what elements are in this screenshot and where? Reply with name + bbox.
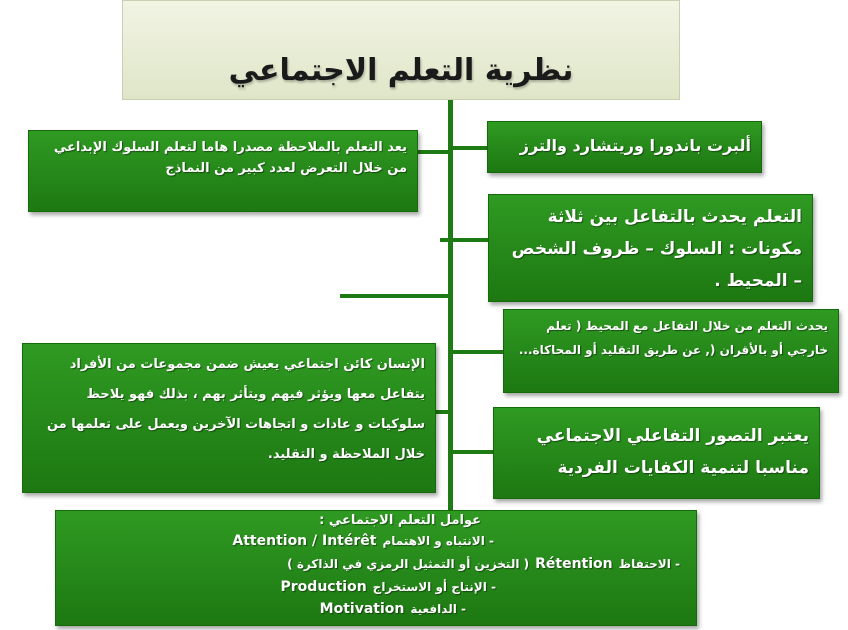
connector-right-2 [440, 238, 488, 242]
factors-heading: عوامل التعلم الاجتماعي : [319, 513, 481, 528]
factor-item-production [275, 579, 496, 595]
left-box-observation [28, 130, 418, 212]
factor-retention-en: Rétention [535, 556, 613, 572]
factor-item-motivation [314, 601, 466, 617]
factor-retention-detail: ( التخزين أو التمثيل الرمزي في الذاكرة ) [287, 557, 530, 571]
right-box-environment-text: يحدث التعلم من خلال التفاعل مع المحيط ( تعلم خارجي أو بالأقران (, عن طريق التقليد أو المحاكاة... [518, 319, 828, 357]
connector-left-2 [436, 410, 452, 414]
factor-item-retention [287, 556, 680, 572]
right-box-environment [503, 309, 839, 393]
factors-box [55, 510, 697, 626]
title-box [122, 0, 680, 100]
diagram-title: نظرية التعلم الاجتماعي [228, 53, 574, 88]
right-box-interaction-text: التعلم يحدث بالتفاعل بين ثلاثة مكونات : السلوك – ظروف الشخص – المحيط . [511, 207, 802, 291]
connector-right-3 [451, 350, 503, 354]
connector-left-mid [340, 294, 452, 298]
left-box-social-human [22, 343, 436, 493]
factor-production-en: Production [280, 579, 367, 595]
connector-left-1 [418, 150, 450, 154]
connector-right-4 [451, 450, 493, 454]
right-box-competencies [493, 407, 820, 499]
left-box-observation-text: يعد التعلم بالملاحظة مصدرا هاما لتعلم السلوك الإبداعي من خلال التعرض لعدد كبير من النماذج [53, 140, 407, 176]
connector-right-1 [451, 146, 487, 150]
right-box-competencies-text: يعتبر التصور التفاعلي الاجتماعي مناسبا لتنمية الكفايات الفردية [536, 426, 809, 478]
right-box-authors [487, 121, 762, 173]
factor-item-attention [226, 533, 494, 549]
right-box-authors-text: ألبرت باندورا وريتشارد والترز [519, 136, 751, 155]
factor-motivation-ar: - الدافعية [410, 602, 466, 616]
factor-attention-ar: - الانتباه و الاهتمام [382, 534, 494, 548]
left-box-social-human-text: الإنسان كائن اجتماعي يعيش ضمن مجموعات من الأفراد يتفاعل معها ويؤثر فيهم ويتأثر بهم ، بذلك فهو يلاحظ سلوكيات و عادات و اتجاهات الآخرين ويعمل على تعلمها من خلال الملاحظة و التقليد. [46, 357, 425, 462]
factor-motivation-en: Motivation [319, 601, 405, 617]
right-box-interaction [488, 194, 813, 302]
factor-production-ar: - الإنتاج أو الاستخراج [372, 580, 496, 594]
factor-retention-ar: - الاحتفاظ [618, 557, 680, 571]
factor-attention-en: Attention / Intérêt [232, 533, 377, 549]
